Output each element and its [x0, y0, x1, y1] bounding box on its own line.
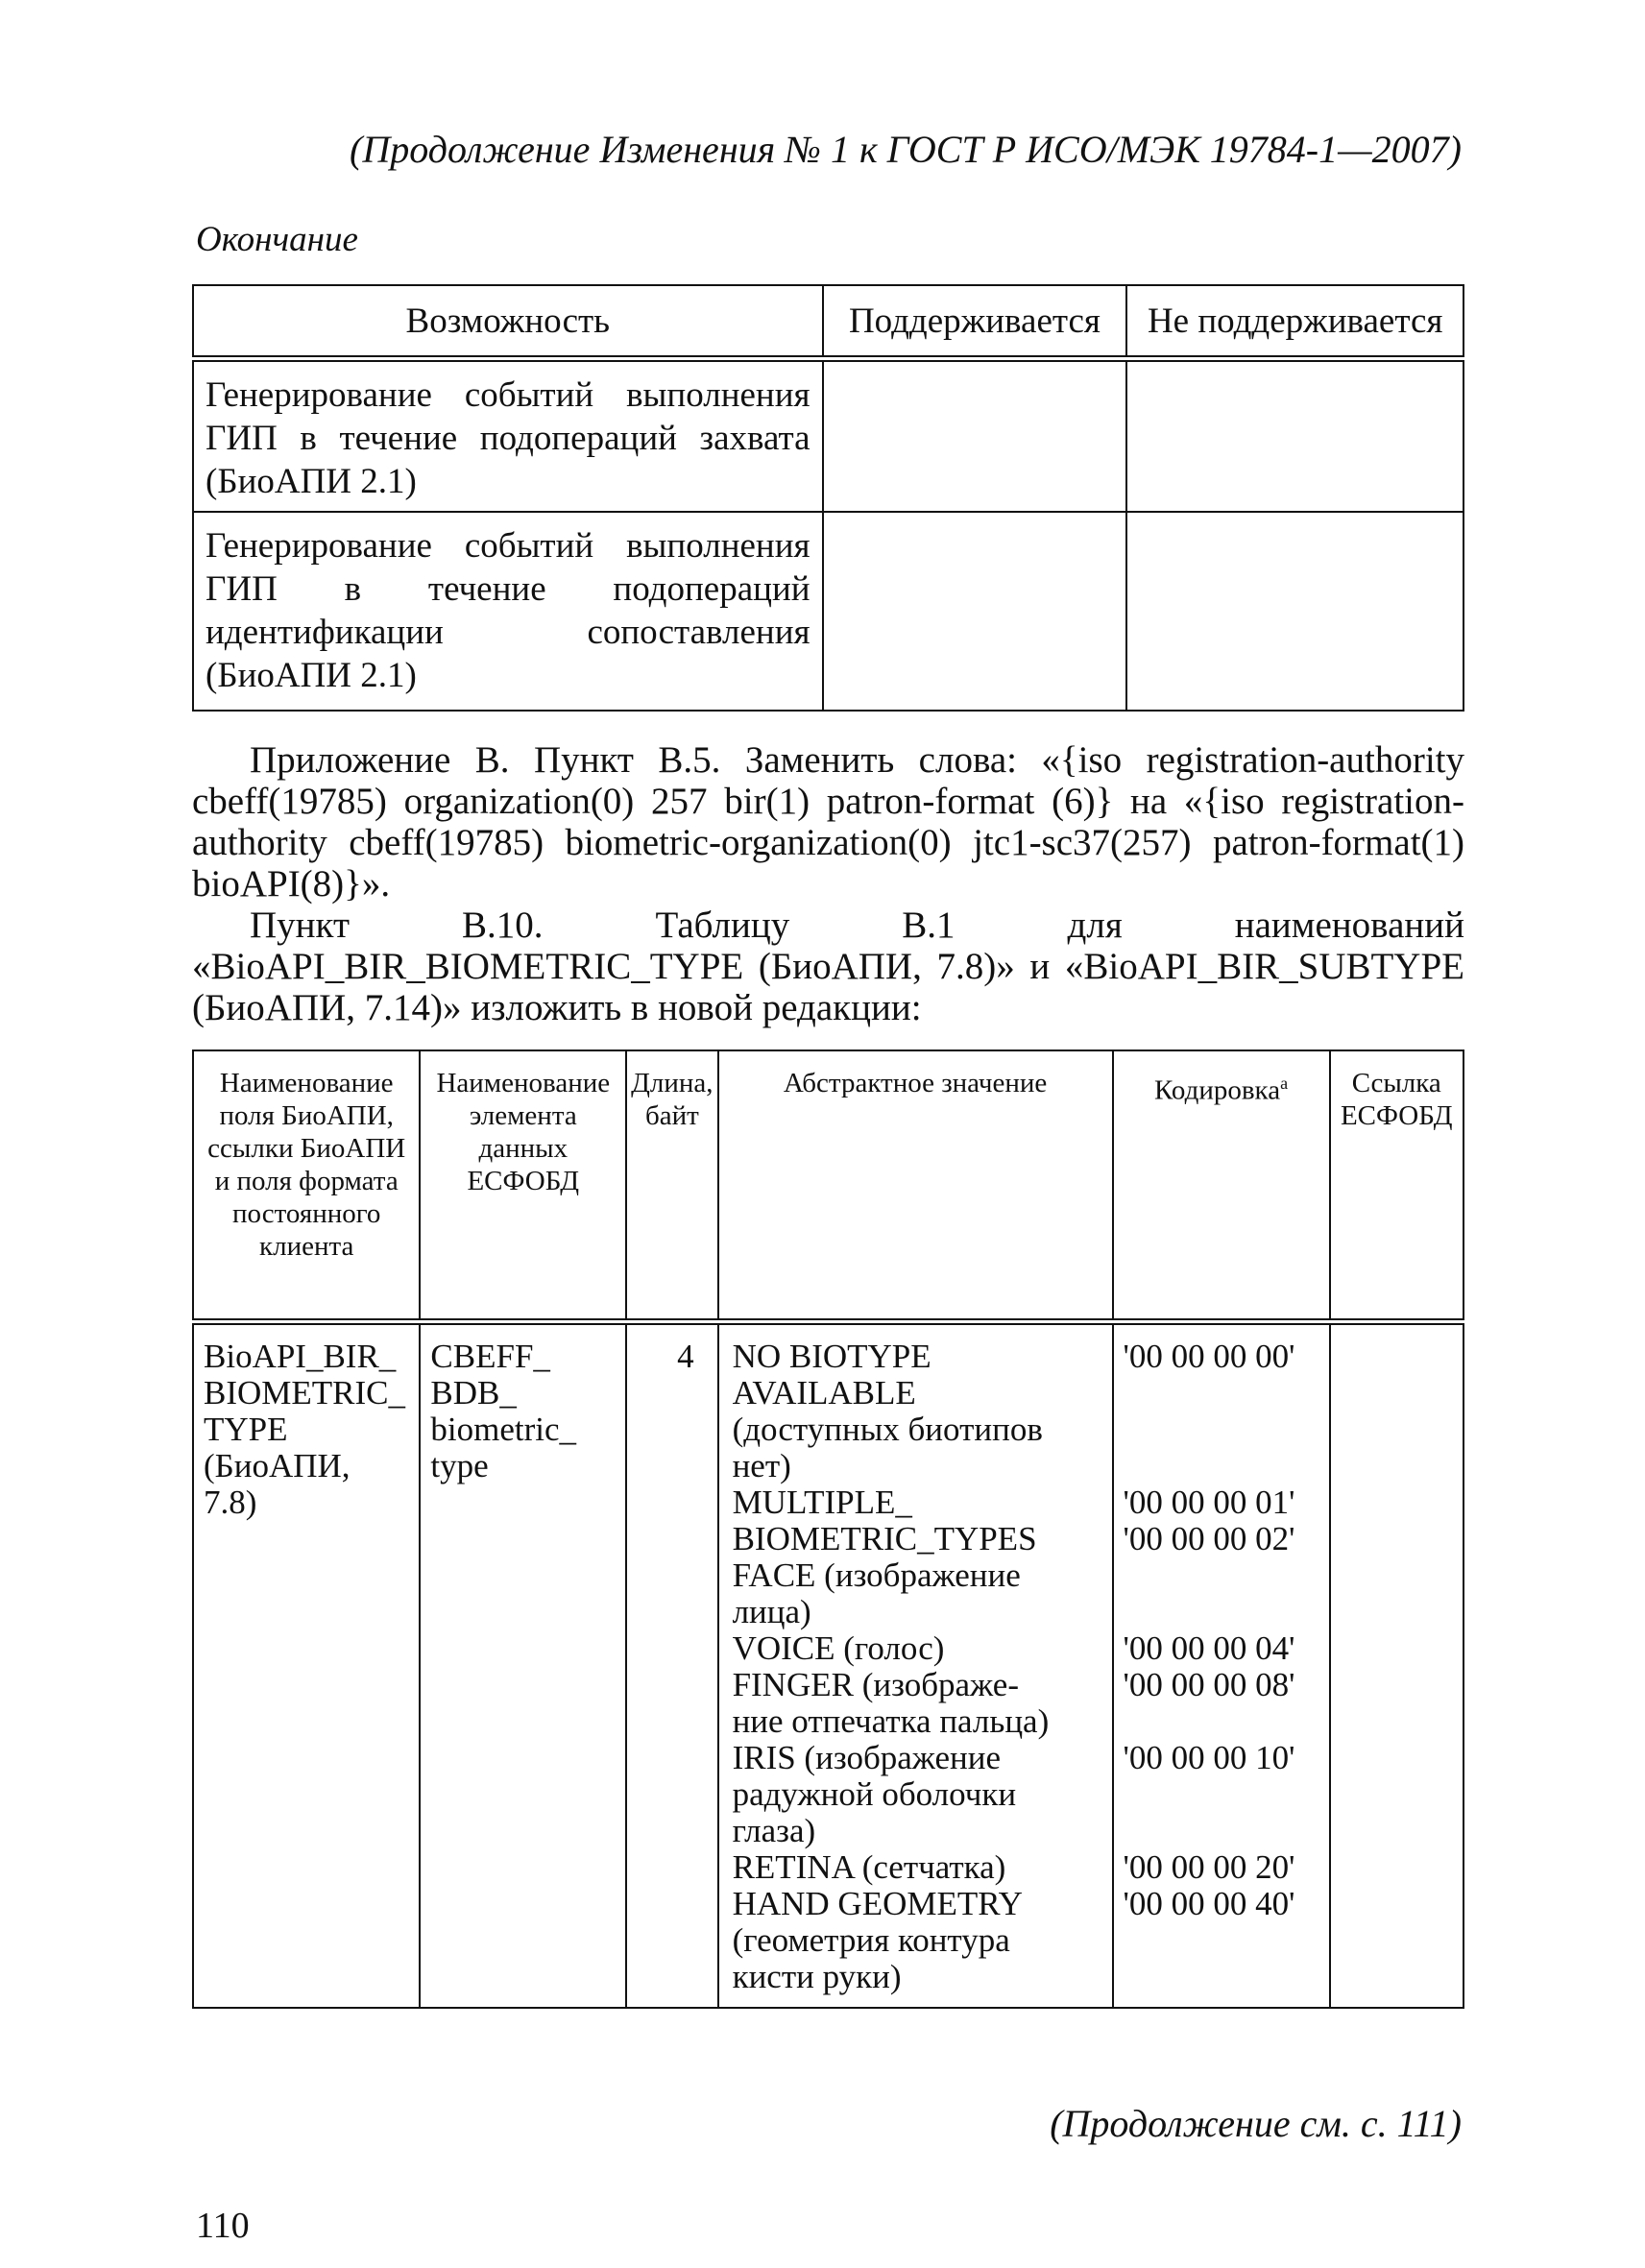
- encoding-line: [1124, 1375, 1323, 1411]
- encoding-line: [1124, 1594, 1323, 1630]
- cell-line: (геометрия контура: [732, 1921, 1010, 1959]
- cell-line: IRIS (изображение: [732, 1739, 1002, 1776]
- capabilities-table: [192, 284, 1464, 712]
- cell-line: FACE (изображение: [732, 1556, 1021, 1594]
- encoding-line: [1124, 1411, 1323, 1448]
- not-supported-cell: [1126, 359, 1464, 513]
- cell-line: TYPE: [204, 1411, 288, 1448]
- cell-line: NO BIOTYPE: [732, 1338, 931, 1375]
- cell-line: FINGER (изображе-: [732, 1666, 1019, 1703]
- page-number: 110: [196, 2206, 250, 2246]
- encoding-line: '00 00 00 40': [1123, 1885, 1295, 1922]
- cell-line: HAND GEOMETRY: [732, 1885, 1023, 1922]
- biometric-type-table: [192, 1050, 1464, 2009]
- cell-line: BIOMETRIC_: [204, 1374, 405, 1411]
- cell-line: type: [430, 1447, 489, 1484]
- cell-line: RETINA (сетчатка): [732, 1848, 1006, 1886]
- table-row: [193, 1322, 1464, 2009]
- abstract-value-cell: [718, 1322, 1113, 2009]
- table-header-row: [193, 1050, 1464, 1322]
- cell-line: ние отпечатка пальца): [732, 1702, 1050, 1740]
- feature-cell: [193, 359, 823, 513]
- encoding-line: [1124, 1448, 1323, 1484]
- encoding-line: [1124, 1813, 1323, 1849]
- header-abstract-value: Абстрактное значение: [718, 1050, 1113, 1322]
- encoding-line: '00 00 00 20': [1123, 1848, 1295, 1886]
- encoding-line: [1124, 1776, 1323, 1813]
- paragraph-b10: Пункт В.10. Таблицу В.1 для наименований «BioAPI_BIR_BIOMETRIC_TYPE (БиоАПИ, 7.8)» и «BioAPI_BIR_SUBTYPE (БиоАПИ, 7.14)» изложить в новой редакции:: [192, 905, 1464, 1028]
- element-name-cell: [420, 1322, 626, 2009]
- header-length: Длина, байт: [626, 1050, 717, 1322]
- header-not-supported: Не поддерживается: [1126, 285, 1464, 359]
- header-field-name: Наименование поля БиоАПИ, ссылки БиоАПИ и поля формата постоянного клиента: [193, 1050, 420, 1322]
- header-reference: Ссылка ЕСФОБД: [1330, 1050, 1464, 1322]
- encoding-line: [1124, 1557, 1323, 1594]
- encoding-line: '00 00 00 10': [1123, 1739, 1295, 1776]
- supported-cell: [823, 359, 1127, 513]
- header-encoding: Кодировка$^а$: [1113, 1050, 1330, 1322]
- cell-line: глаза): [732, 1812, 816, 1849]
- table-row: [193, 512, 1464, 711]
- feature-text: Генерирование событий выполнения ГИП в течение подопераций идентификации сопоставления (БиоАПИ 2.1): [206, 526, 810, 695]
- running-header: (Продолжение Изменения № 1 к ГОСТ Р ИСО/МЭК 19784-1—2007): [350, 128, 1462, 171]
- cell-line: радужной оболочки: [732, 1775, 1017, 1813]
- encoding-line: [1124, 1703, 1323, 1740]
- cell-line: 7.8): [204, 1484, 257, 1521]
- encoding-line: '00 00 00 04': [1123, 1629, 1295, 1667]
- reference-cell: [1330, 1322, 1464, 2009]
- feature-cell: [193, 512, 823, 711]
- cell-line: лица): [732, 1593, 811, 1630]
- encoding-cell: [1113, 1322, 1330, 2009]
- cell-line: BDB_: [430, 1374, 517, 1411]
- table-header-row: [193, 285, 1464, 359]
- cell-line: BIOMETRIC_TYPES: [732, 1520, 1037, 1557]
- cell-line: AVAILABLE: [732, 1374, 916, 1411]
- continuation-label: Окончание: [196, 220, 358, 259]
- cell-line: нет): [732, 1447, 791, 1484]
- not-supported-cell: [1126, 512, 1464, 711]
- table-row: [193, 359, 1464, 513]
- cell-line: (доступных биотипов: [732, 1411, 1043, 1448]
- cell-line: biometric_: [430, 1411, 577, 1448]
- cell-line: VOICE (голос): [732, 1629, 945, 1667]
- cell-line: MULTIPLE_: [732, 1484, 912, 1521]
- field-name-cell: [193, 1322, 420, 2009]
- paragraph-appendix-b5: Приложение В. Пункт В.5. Заменить слова: «{iso registration-authority cbeff(19785) organization(0) 257 bir(1) patron-format (6)} на «{iso registration-authority cbeff(19785) biometric-organization(0) jtc1-sc37(257) patron-format(1) bioAPI(8)}».: [192, 739, 1464, 905]
- header-element-name: Наименование элемента данных ЕСФОБД: [420, 1050, 626, 1322]
- encoding-line: '00 00 00 00': [1123, 1338, 1295, 1375]
- header-capability: Возможность: [193, 285, 823, 359]
- length-cell: 4: [626, 1322, 717, 2009]
- continuation-footer: (Продолжение см. с. 111): [1050, 2102, 1462, 2145]
- cell-line: CBEFF_: [430, 1338, 550, 1375]
- cell-line: кисти руки): [732, 1958, 902, 1995]
- supported-cell: [823, 512, 1127, 711]
- header-supported: Поддерживается: [823, 285, 1127, 359]
- encoding-line: '00 00 00 02': [1123, 1520, 1295, 1557]
- feature-text: Генерирование событий выполнения ГИП в течение подопераций захвата (БиоАПИ 2.1): [206, 375, 810, 501]
- encoding-line: '00 00 00 08': [1123, 1666, 1295, 1703]
- encoding-line: '00 00 00 01': [1123, 1484, 1295, 1521]
- cell-line: (БиоАПИ,: [204, 1447, 351, 1484]
- cell-line: BioAPI_BIR_: [204, 1338, 397, 1375]
